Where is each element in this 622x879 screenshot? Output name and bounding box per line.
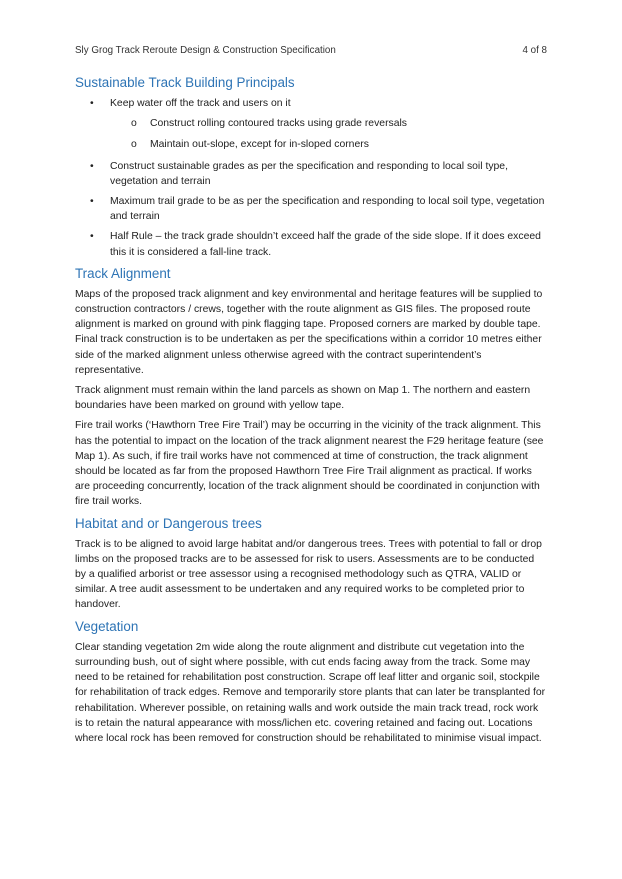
sub-list-item-text: Maintain out-slope, except for in-sloped corners <box>150 139 369 151</box>
bullet-marker: • <box>90 98 94 109</box>
list-item-text: Keep water off the track and users on it <box>110 98 291 109</box>
section-heading-alignment: Track Alignment <box>75 265 171 281</box>
section-heading-principles: Sustainable Track Building Principals <box>75 75 295 90</box>
list-item <box>75 194 547 224</box>
list-item <box>75 159 547 189</box>
list-item <box>75 96 547 153</box>
section-heading-habitat: Habitat and or Dangerous trees <box>75 515 262 531</box>
body-paragraph: Fire trail works (‘Hawthorn Tree Fire Trail’) may be occurring in the vicinity of the track alignment. This has the potential to impact on the location of the track alignment nearest the F29 heritage feature (see Map 1). As such, if fire trail works have not commenced at time of construction, the track alignment should be located as far from the proposed Hawthorn Tree Fire Trail alignment as practical. If works are proceeding concurrently, location of the track alignment should be coordinated in conjunction with fire trail works. <box>75 420 544 508</box>
body-paragraph: Maps of the proposed track alignment and key environmental and heritage features will be supplied to construction contractors / crews, together with the route alignment as GIS files. The proposed route alignment is marked on ground with pink flagging tape. Proposed corners are marked by double tape. Final track construction is to be undertaken as per the specifications within a corridor 10 metres either side of the marked alignment unless otherwise agreed with the contract superintendent’s representative. <box>75 288 543 376</box>
page-number: 4 of 8 <box>522 45 547 56</box>
list-item-text: Half Rule – the track grade shouldn’t exceed half the grade of the side slope. If it does exceed this it is considered a fall-line track. <box>110 231 541 258</box>
section-heading-vegetation: Vegetation <box>75 618 139 634</box>
document-title: Sly Grog Track Reroute Design & Construction Specification <box>75 45 336 56</box>
body-paragraph: Track alignment must remain within the land parcels as shown on Map 1. The northern and eastern boundaries have been marked on ground with yellow tape. <box>75 385 531 412</box>
principles-sub-list <box>110 116 547 152</box>
page-header <box>75 43 547 58</box>
sub-list-item <box>110 116 547 131</box>
list-item-text: Construct sustainable grades as per the specification and responding to local soil type, vegetation and terrain <box>110 160 508 187</box>
principles-list <box>75 96 547 260</box>
page-content <box>75 74 547 751</box>
list-item-text: Maximum trail grade to be as per the specification and responding to local soil type, vegetation and terrain <box>110 196 545 223</box>
body-paragraph: Clear standing vegetation 2m wide along the route alignment and distribute cut vegetation into the surrounding bush, out of sight where possible, with cut ends facing away from the track. Some may need to be retained for rehabilitation post construction. Scrape off leaf litter and organic soil, stockpile for rehabilitation of track edges. Remove and temporarily store plants that can later be transplanted for rehabilitation. Wherever possible, on retaining walls and work outside the main track tread, rock work is to retain the natural appearance with moss/lichen etc. covering retained and facing out. Locations where local rock has been removed for construction should be rehabilitated to minimise visual impact. <box>75 641 546 744</box>
bullet-marker: • <box>90 231 94 243</box>
sub-list-item <box>110 137 547 152</box>
list-item <box>75 229 547 259</box>
sub-list-item-text: Construct rolling contoured tracks using grade reversals <box>150 118 408 130</box>
sub-bullet-marker: o <box>131 139 137 151</box>
body-paragraph: Track is to be aligned to avoid large habitat and/or dangerous trees. Trees with potential to fall or drop limbs on the proposed tracks are to be assessed for risk to users. Assessments are to be conducted by a qualified arborist or tree assessor using a recognised methodology such as QTRA, VALID or similar. A tree audit assessment to be undertaken and any required works to be completed prior to handover. <box>75 538 542 611</box>
bullet-marker: • <box>90 196 94 208</box>
sub-bullet-marker: o <box>131 118 137 130</box>
bullet-marker: • <box>90 160 94 172</box>
